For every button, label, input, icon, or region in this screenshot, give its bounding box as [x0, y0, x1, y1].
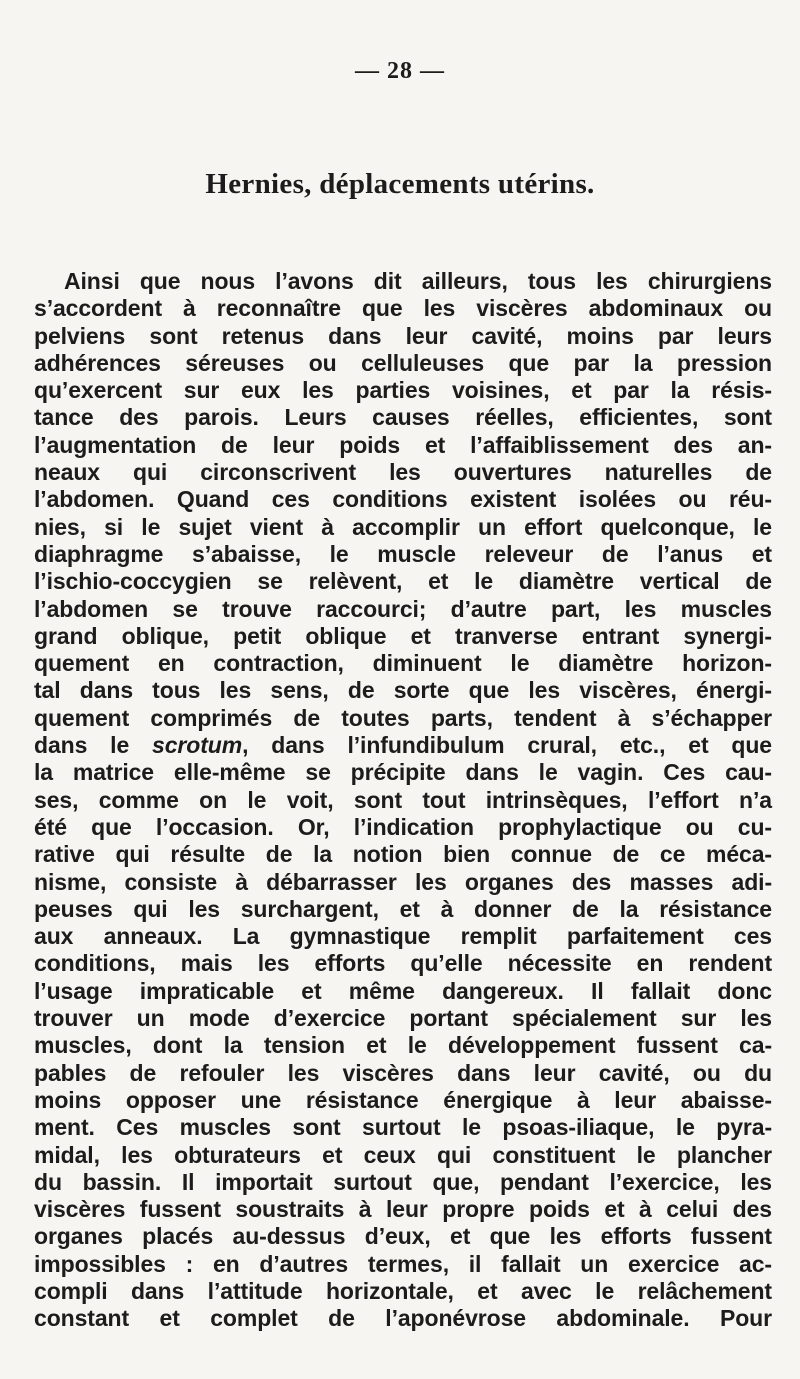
text-line: rative qui résulte de la notion bien connue de ce méca- [34, 841, 772, 868]
text-line: s’accordent à reconnaître que les viscères abdominaux ou [34, 295, 772, 322]
text-line: quement comprimés de toutes parts, tendent à s’échapper [34, 704, 772, 731]
text-line: ses, comme on le voit, sont tout intrinsèques, l’effort n’a [34, 786, 772, 813]
text-line: viscères fussent soustraits à leur propre poids et à celui des [34, 1196, 772, 1223]
text-line: compli dans l’attitude horizontale, et avec le relâchement [34, 1277, 772, 1304]
text-line: constant et complet de l’aponévrose abdominale. Pour [34, 1305, 772, 1332]
text-line: muscles, dont la tension et le développement fussent ca- [34, 1032, 772, 1059]
text-line: neaux qui circonscrivent les ouvertures naturelles de [34, 459, 772, 486]
text-line: tance des parois. Leurs causes réelles, efficientes, sont [34, 404, 772, 431]
text-line: impossibles : en d’autres termes, il fallait un exercice ac- [34, 1250, 772, 1277]
text-line: conditions, mais les efforts qu’elle nécessite en rendent [34, 950, 772, 977]
text-line: l’usage impraticable et même dangereux. Il fallait donc [34, 977, 772, 1004]
text-line: été que l’occasion. Or, l’indication prophylactique ou cu- [34, 813, 772, 840]
text-line: grand oblique, petit oblique et tranverse entrant synergi- [34, 622, 772, 649]
text-line: nies, si le sujet vient à accomplir un effort quelconque, le [34, 513, 772, 540]
body-paragraph [34, 268, 772, 1333]
text-line: aux anneaux. La gymnastique remplit parfaitement ces [34, 923, 772, 950]
text-line: l’abdomen se trouve raccourci; d’autre part, les muscles [34, 595, 772, 622]
text-line: peuses qui les surchargent, et à donner de la résistance [34, 895, 772, 922]
text-line: tal dans tous les sens, de sorte que les viscères, énergi- [34, 677, 772, 704]
text-line: dans le scrotum, dans l’infundibulum crural, etc., et que [34, 732, 772, 759]
text-line: organes placés au-dessus d’eux, et que les efforts fussent [34, 1223, 772, 1250]
page-number: — 28 — [355, 58, 445, 84]
text-line: Ainsi que nous l’avons dit ailleurs, tous les chirurgiens [64, 268, 772, 294]
text-line: pables de refouler les viscères dans leur cavité, ou du [34, 1059, 772, 1086]
text-line: moins opposer une résistance énergique à leur abaisse- [34, 1086, 772, 1113]
text-line: trouver un mode d’exercice portant spécialement sur les [34, 1005, 772, 1032]
text-line: du bassin. Il importait surtout que, pendant l’exercice, les [34, 1168, 772, 1195]
text-line: ment. Ces muscles sont surtout le psoas-iliaque, le pyra- [34, 1114, 772, 1141]
text-line: nisme, consiste à débarrasser les organes des masses adi- [34, 868, 772, 895]
text-line: l’augmentation de leur poids et l’affaiblissement des an- [34, 431, 772, 458]
text-line: l’ischio-coccygien se relèvent, et le diamètre vertical de [34, 568, 772, 595]
text-line: adhérences séreuses ou celluleuses que par la pression [34, 349, 772, 376]
text-line: diaphragme s’abaisse, le muscle releveur de l’anus et [34, 540, 772, 567]
text-line: la matrice elle-même se précipite dans le vagin. Ces cau- [34, 759, 772, 786]
text-line: pelviens sont retenus dans leur cavité, moins par leurs [34, 322, 772, 349]
section-title: Hernies, déplacements utérins. [205, 168, 595, 200]
text-line: quement en contraction, diminuent le diamètre horizon- [34, 650, 772, 677]
text-line: qu’exercent sur eux les parties voisines, et par la résis- [34, 377, 772, 404]
text-line: midal, les obturateurs et ceux qui constituent le plancher [34, 1141, 772, 1168]
text-line: l’abdomen. Quand ces conditions existent isolées ou réu- [34, 486, 772, 513]
